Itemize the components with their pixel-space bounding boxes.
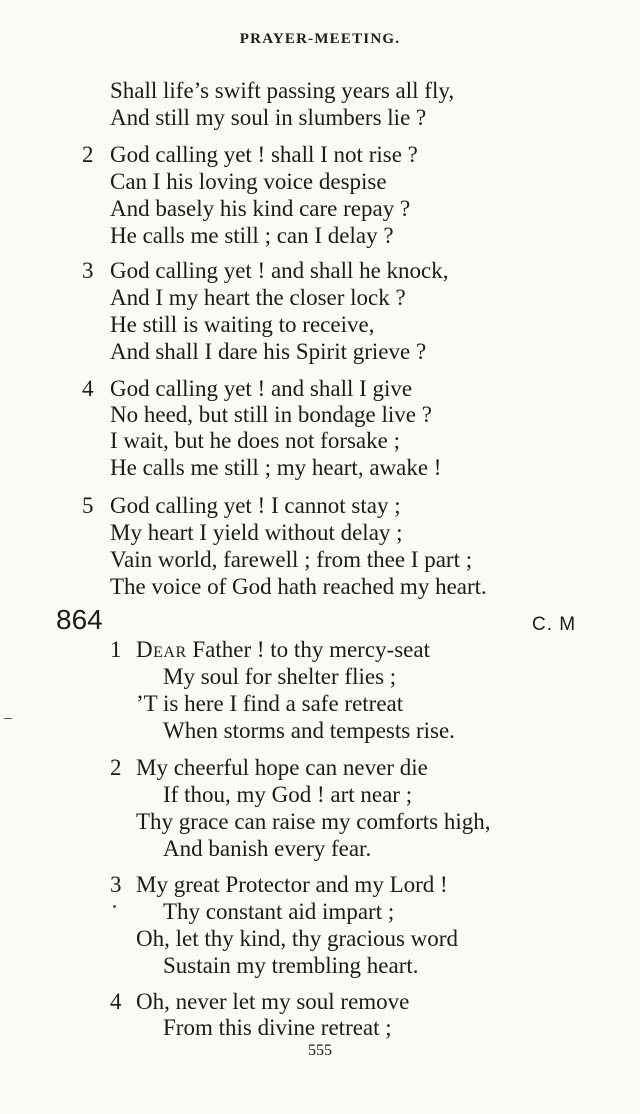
- verse-line: Thy grace can raise my comforts high,: [136, 809, 491, 834]
- verse-line: If thou, my God ! art near ;: [163, 782, 413, 807]
- verse-line: ’T is here I find a safe retreat: [136, 691, 404, 716]
- hymn-meter: C. M: [532, 614, 577, 635]
- verse-line: Vain world, farewell ; from thee I part ;: [110, 547, 473, 572]
- verse-line: Thy constant aid impart ;: [163, 899, 395, 924]
- margin-mark: [4, 718, 12, 719]
- verse-line: No heed, but still in bondage live ?: [110, 402, 432, 427]
- stanza-number: 3: [82, 258, 94, 283]
- stanza-number: 3: [110, 872, 122, 897]
- verse-line: Can I his loving voice despise: [110, 169, 387, 194]
- stanza-number: 2: [82, 142, 94, 167]
- verse-line: I wait, but he does not forsake ;: [110, 428, 400, 453]
- verse-line: Shall life’s swift passing years all fly,: [110, 78, 455, 103]
- verse-line: He calls me still ; my heart, awake !: [110, 455, 442, 480]
- verse-line: When storms and tempests rise.: [163, 718, 455, 743]
- verse-line: God calling yet ! I cannot stay ;: [110, 493, 401, 518]
- stanza-number: 1: [110, 637, 122, 662]
- verse-line: Oh, let thy kind, thy gracious word: [136, 926, 458, 951]
- page-number: 555: [308, 1042, 332, 1059]
- verse-line: Oh, never let my soul remove: [136, 989, 410, 1014]
- verse-line: And shall I dare his Spirit grieve ?: [110, 339, 427, 364]
- verse-line: And I my heart the closer lock ?: [110, 285, 406, 310]
- margin-dot: [113, 905, 116, 908]
- verse-line: And still my soul in slumbers lie ?: [110, 105, 427, 130]
- first-line-rest: Father ! to thy mercy-seat: [186, 637, 430, 662]
- stanza-number: 4: [82, 376, 94, 401]
- verse-line: Sustain my trembling heart.: [163, 953, 419, 978]
- verse-line: God calling yet ! shall I not rise ?: [110, 142, 418, 167]
- running-head: PRAYER-MEETING.: [239, 31, 401, 47]
- verse-line: God calling yet ! and shall he knock,: [110, 258, 449, 283]
- verse-line: And banish every fear.: [163, 836, 372, 861]
- stanza-number: 2: [110, 755, 122, 780]
- verse-line: God calling yet ! and shall I give: [110, 376, 413, 401]
- verse-line: From this divine retreat ;: [163, 1015, 392, 1040]
- first-word: Dear: [136, 637, 187, 662]
- first-line: [136, 637, 430, 663]
- verse-line: My soul for shelter flies ;: [163, 664, 397, 689]
- verse-line: He still is waiting to receive,: [110, 312, 375, 337]
- verse-line: He calls me still ; can I delay ?: [110, 223, 394, 248]
- verse-line: My cheerful hope can never die: [136, 755, 428, 780]
- verse-line: The voice of God hath reached my heart.: [110, 574, 487, 599]
- stanza-number: 5: [82, 493, 94, 518]
- verse-line: My heart I yield without delay ;: [110, 520, 403, 545]
- stanza-number: 4: [110, 989, 122, 1014]
- verse-line: And basely his kind care repay ?: [110, 196, 411, 221]
- verse-line: My great Protector and my Lord !: [136, 872, 448, 897]
- hymn-number: 864: [56, 604, 103, 635]
